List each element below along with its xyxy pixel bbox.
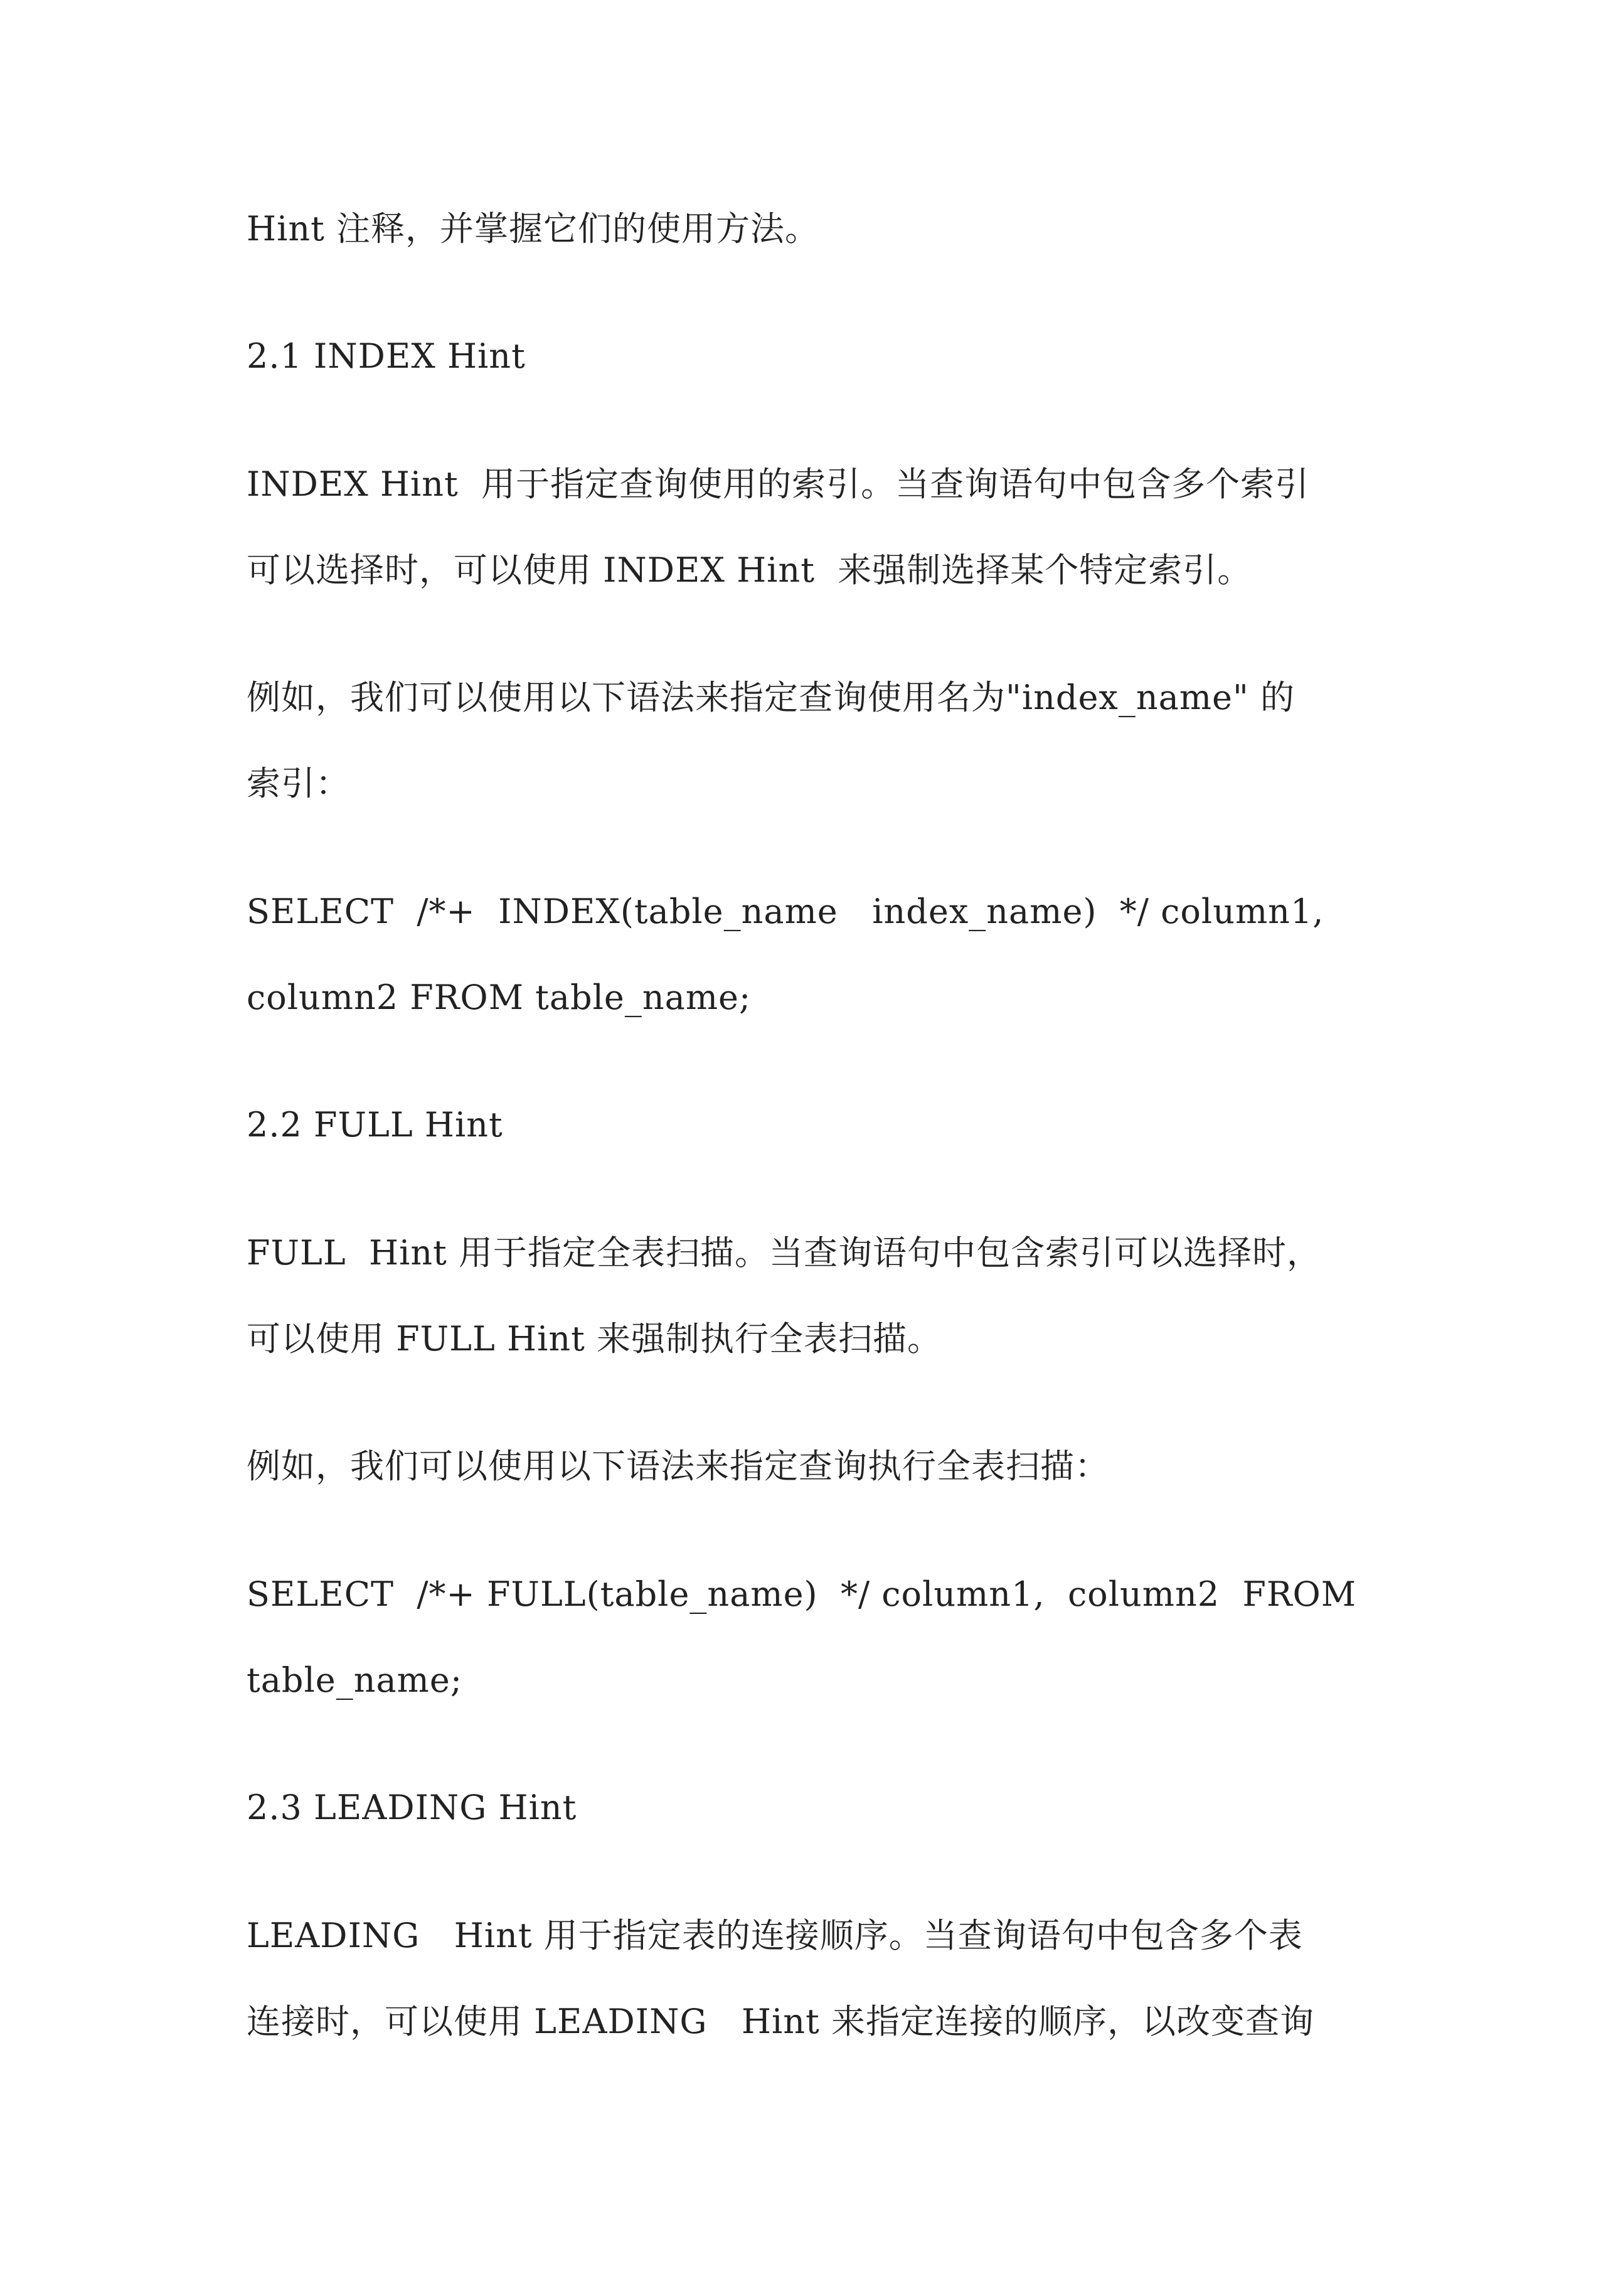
paragraph-line: 可以使用 FULL Hint 来强制执行全表扫描。 [247, 1319, 942, 1359]
paragraph-line: LEADING Hint 用于指定表的连接顺序。当查询语句中包含多个表 [247, 1916, 1303, 1955]
section-heading-full-hint: 2.2 FULL Hint [247, 1105, 503, 1145]
code-line: column2 FROM table_name; [247, 978, 752, 1017]
code-line: SELECT /*+ INDEX(table_name index_name) */ column1, [247, 892, 1324, 931]
paragraph-line: INDEX Hint 用于指定查询使用的索引。当查询语句中包含多个索引 [247, 464, 1310, 504]
intro-text: Hint 注释，并掌握它们的使用方法。 [247, 209, 820, 248]
paragraph-line: 可以选择时，可以使用 INDEX Hint 来强制选择某个特定索引。 [247, 550, 1252, 590]
paragraph-line: 索引： [247, 764, 350, 803]
paragraph-line: FULL Hint 用于指定全表扫描。当查询语句中包含索引可以选择时， [247, 1233, 1322, 1273]
paragraph-line: 例如，我们可以使用以下语法来指定查询使用名为"index_name" 的 [247, 678, 1296, 717]
code-line: table_name; [247, 1660, 463, 1700]
paragraph-line: 连接时，可以使用 LEADING Hint 来指定连接的顺序，以改变查询 [247, 2002, 1314, 2041]
section-heading-leading-hint: 2.3 LEADING Hint [247, 1788, 577, 1827]
paragraph-line: 例如，我们可以使用以下语法来指定查询执行全表扫描： [247, 1446, 1109, 1486]
code-line: SELECT /*+ FULL(table_name) */ column1, column2 FROM [247, 1574, 1357, 1614]
section-heading-index-hint: 2.1 INDEX Hint [247, 336, 526, 376]
